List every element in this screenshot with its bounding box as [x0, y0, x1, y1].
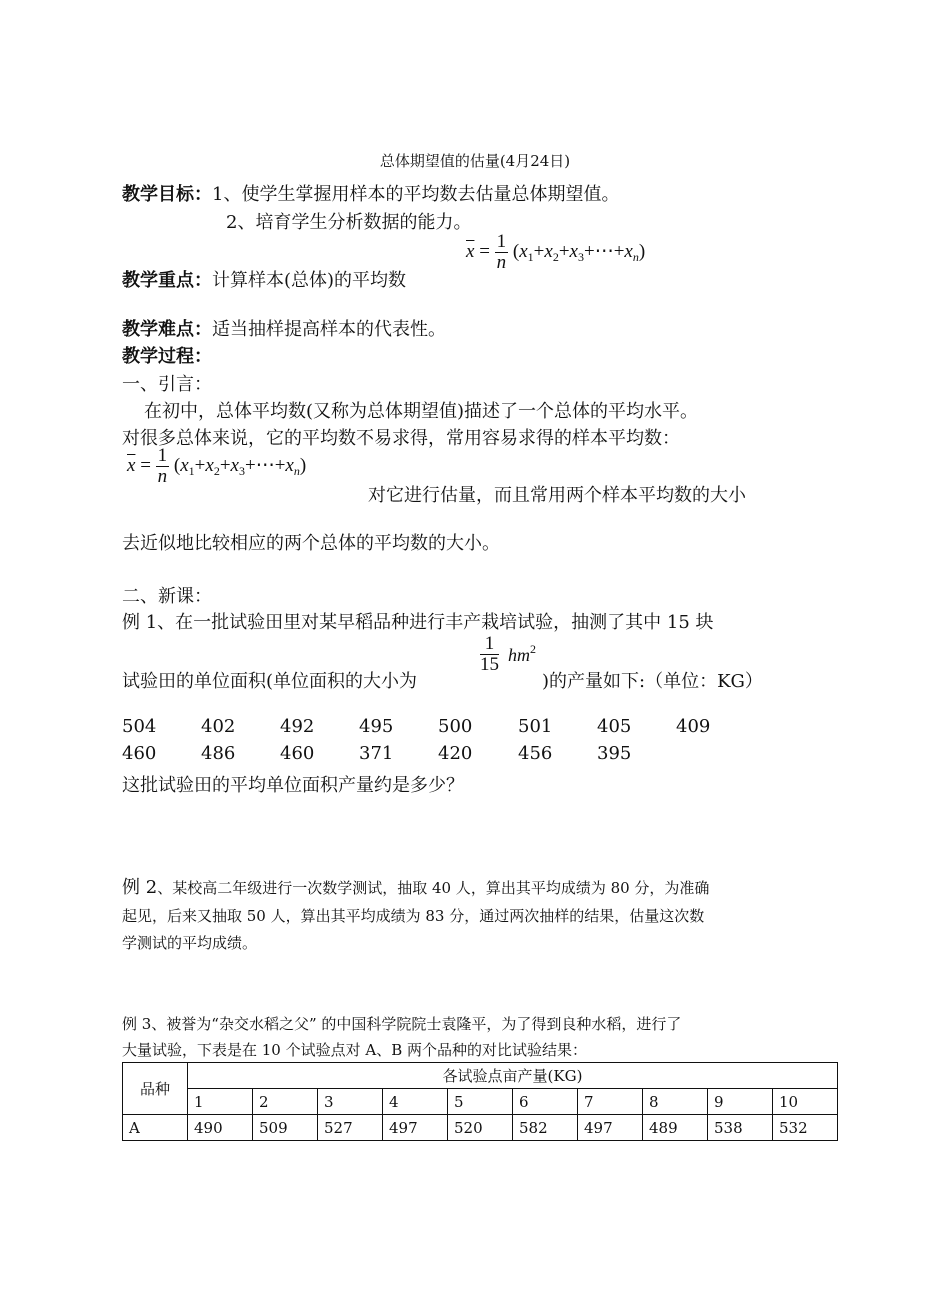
term-x3: x	[230, 454, 239, 476]
difficulty-text: 适当抽样提高样本的代表性。	[212, 319, 446, 340]
table-column-header: 3	[318, 1089, 383, 1115]
sub-1: 1	[527, 249, 534, 264]
example-1-line-2a: 试验田的单位面积(单位面积的大小为	[122, 671, 418, 692]
sub-2: 2	[213, 463, 220, 478]
example-2-text-1: 、某校高二年级进行一次数学测试，抽取 40 人，算出其平均成绩为 80 分，为准确	[157, 879, 710, 897]
table-column-header: 4	[383, 1089, 448, 1115]
term-x1: x	[519, 240, 528, 262]
sub-n: n	[293, 463, 300, 478]
table-column-header: 6	[513, 1089, 578, 1115]
table-column-header: 9	[708, 1089, 773, 1115]
intro-paragraph-2: 对很多总体来说，它的平均数不易求得，常用容易求得的样本平均数：	[122, 428, 680, 449]
intro-paragraph-3: 对它进行估量，而且常用两个样本平均数的大小	[368, 485, 746, 506]
mean-x: $\overline{x}$	[127, 454, 136, 476]
term-x2: x	[544, 240, 553, 262]
close-paren: )	[299, 454, 307, 476]
sub-n: n	[632, 249, 639, 264]
sub-2: 2	[552, 249, 559, 264]
fraction	[156, 446, 170, 487]
fraction-denominator: n	[157, 466, 168, 487]
area-unit-exponent: 2	[530, 642, 536, 656]
new-lesson-heading: 二、新课：	[122, 586, 212, 607]
table-cell: 497	[578, 1115, 643, 1141]
sub-1: 1	[188, 463, 195, 478]
fraction-numerator: 1	[496, 231, 507, 252]
table-column-header: 2	[253, 1089, 318, 1115]
table-corner-cell: 品种	[123, 1063, 188, 1115]
table-cell: 520	[448, 1115, 513, 1141]
data-value: 405	[597, 716, 632, 737]
example-3-line-1: 例 3、被誉为“杂交水稻之父” 的中国科学院院士袁隆平，为了得到良种水稻，进行了	[122, 1015, 682, 1033]
table-column-header: 1	[188, 1089, 253, 1115]
data-value: 495	[359, 716, 394, 737]
data-value: 371	[359, 743, 394, 764]
example-2-line-1	[122, 874, 709, 902]
page-title: 总体期望值的估量(4月24日)	[379, 152, 571, 170]
difficulty-line	[122, 315, 446, 341]
plus-3: +⋯+	[583, 240, 625, 262]
data-value: 409	[676, 716, 711, 737]
table-cell: 489	[643, 1115, 708, 1141]
plus-2: +	[558, 240, 570, 262]
sub-3: 3	[238, 463, 245, 478]
table-variety-cell: A	[123, 1115, 188, 1141]
sub-3: 3	[577, 249, 584, 264]
key-point-label: 教学重点：	[122, 270, 212, 291]
data-value: 504	[122, 716, 157, 737]
fraction-denominator: n	[496, 252, 507, 273]
table-header-row	[123, 1063, 838, 1089]
area-unit	[508, 642, 536, 666]
area-fraction	[480, 634, 499, 675]
data-value: 486	[201, 743, 236, 764]
table-group-header: 各试验点亩产量(KG)	[188, 1063, 838, 1089]
key-point-text: 计算样本(总体)的平均数	[212, 270, 407, 291]
table-cell: 582	[513, 1115, 578, 1141]
term-xn: x	[285, 454, 294, 476]
data-value: 500	[438, 716, 473, 737]
table-column-header: 5	[448, 1089, 513, 1115]
table-column-header: 7	[578, 1089, 643, 1115]
table-cell: 527	[318, 1115, 383, 1141]
table-row	[123, 1115, 838, 1141]
mean-x: $\overline{x}$	[466, 240, 475, 262]
difficulty-label: 教学难点：	[122, 319, 212, 340]
goals-item-2: 2、培育学生分析数据的能力。	[226, 212, 472, 233]
plus-3: +⋯+	[244, 454, 286, 476]
data-value: 395	[597, 743, 632, 764]
table-cell: 532	[773, 1115, 838, 1141]
term-x1: x	[180, 454, 189, 476]
example-2-prefix: 例 2	[122, 877, 158, 898]
plus-1: +	[194, 454, 206, 476]
table-column-header: 8	[643, 1089, 708, 1115]
intro-heading: 一、引言：	[122, 374, 212, 395]
table-cell: 497	[383, 1115, 448, 1141]
open-paren: (	[512, 240, 520, 262]
table-cell: 509	[253, 1115, 318, 1141]
data-row-1	[0, 716, 950, 740]
goals-line-1	[122, 180, 619, 206]
area-fraction-denominator: 15	[480, 654, 499, 675]
data-value: 460	[122, 743, 157, 764]
plus-1: +	[533, 240, 545, 262]
example-1-line-2b: )的产量如下:（单位：KG）	[542, 671, 763, 692]
equals-sign: =	[479, 240, 490, 262]
data-value: 460	[280, 743, 315, 764]
area-unit-text: hm	[508, 645, 530, 665]
example-1-question: 这批试验田的平均单位面积产量约是多少？	[122, 775, 464, 796]
data-value: 456	[518, 743, 553, 764]
table-column-header: 10	[773, 1089, 838, 1115]
mean-formula-1	[466, 232, 645, 273]
term-xn: x	[624, 240, 633, 262]
intro-paragraph-4: 去近似地比较相应的两个总体的平均数的大小。	[122, 533, 500, 554]
process-label: 教学过程：	[122, 346, 212, 367]
close-paren: )	[638, 240, 646, 262]
example-2-line-3: 学测试的平均成绩。	[122, 934, 258, 952]
data-value: 492	[280, 716, 315, 737]
goals-label: 教学目标：	[122, 184, 212, 205]
term-x3: x	[569, 240, 578, 262]
table-cell: 538	[708, 1115, 773, 1141]
example-2-line-2: 起见，后来又抽取 50 人，算出其平均成绩为 83 分，通过两次抽样的结果，估量这次数	[122, 907, 705, 925]
area-fraction-numerator: 1	[480, 634, 499, 655]
fraction	[495, 232, 509, 273]
yield-table	[122, 1062, 838, 1141]
intro-paragraph-1: 在初中，总体平均数(又称为总体期望值)描述了一个总体的平均水平。	[144, 401, 699, 422]
plus-2: +	[219, 454, 231, 476]
equals-sign: =	[140, 454, 151, 476]
table-column-row	[123, 1089, 838, 1115]
example-1-line-1: 例 1、在一批试验田里对某早稻品种进行丰产栽培试验，抽测了其中 15 块	[122, 612, 714, 633]
data-value: 402	[201, 716, 236, 737]
mean-formula-2	[127, 446, 306, 487]
open-paren: (	[173, 454, 181, 476]
area-fraction-box	[480, 634, 499, 675]
data-row-2	[0, 743, 950, 767]
goals-item-1: 1、使学生掌握用样本的平均数去估量总体期望值。	[212, 184, 620, 205]
table-cell: 490	[188, 1115, 253, 1141]
term-x2: x	[205, 454, 214, 476]
data-value: 420	[438, 743, 473, 764]
data-value: 501	[518, 716, 553, 737]
key-point-line	[122, 266, 406, 292]
fraction-numerator: 1	[157, 445, 168, 466]
example-3-line-2: 大量试验，下表是在 10 个试验点对 A、B 两个品种的对比试验结果：	[122, 1041, 588, 1059]
